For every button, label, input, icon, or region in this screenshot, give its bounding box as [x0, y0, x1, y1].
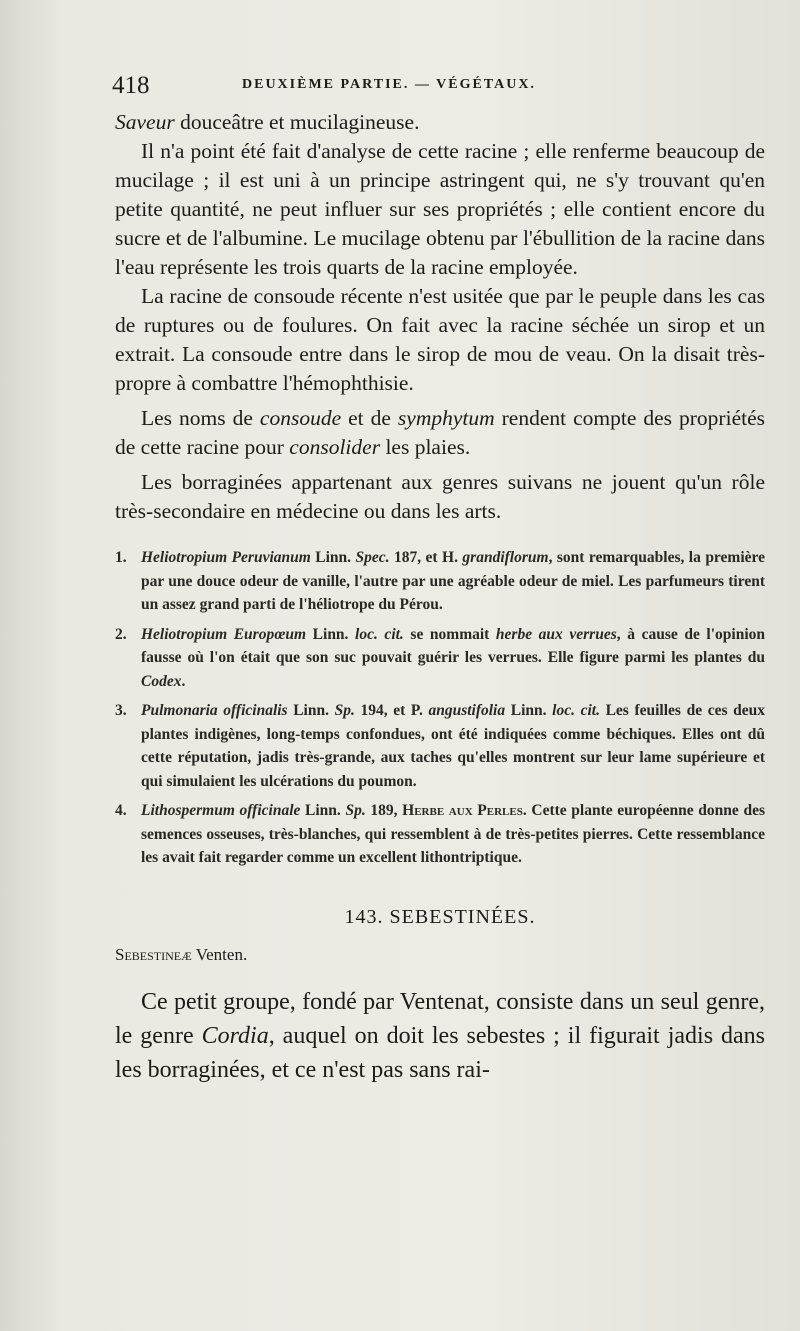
noms-post1: rendent compte des propriétés de cette racine pour [115, 406, 765, 459]
note-ref: Sp. [345, 802, 366, 819]
section-para-genus: Cordia [201, 1022, 269, 1049]
note-text: se nommait [403, 625, 496, 643]
note-4 [115, 799, 765, 870]
note-ref: Sp. [334, 702, 355, 719]
note-text: 187, et H. [389, 549, 463, 566]
notes-list [115, 546, 765, 870]
noms-consoude: consoude [259, 406, 342, 430]
section-subhead [115, 945, 765, 965]
note-text: , à cause de l'opinion fausse où l'on était que son suc pouvait guérir les verrues. Elle figure parmi les plantes du [141, 625, 765, 666]
note-common-name: Herbe aux Perles [402, 802, 523, 819]
note-text: Linn. [310, 549, 356, 566]
note-text: , sont remarquables, la première par une douce odeur de vanille, l'autre par une agréable odeur de miel. Les parfumeurs tirent un assez grand parti de l'héliotrope du Pérou. [141, 549, 765, 613]
note-number: 4. [115, 802, 127, 819]
noms-pre: Les noms de [141, 406, 260, 430]
note-text: Linn. [300, 802, 346, 819]
note-codex: Codex [141, 672, 182, 690]
page-number: 418 [112, 72, 150, 99]
section-paragraph [115, 985, 765, 1087]
note-ref: Spec. [355, 549, 390, 566]
paragraph-usage: La racine de consoude récente n'est usitée que par le peuple dans les cas de ruptures ou de foulures. On fait avec la racine séchée un sirop et un extrait. La consoude entre dans le sirop de mou de veau. On la disait très-propre à combattre l'hémophthisie. [115, 284, 765, 395]
saveur-text: douceâtre et mucilagineuse. [174, 110, 420, 134]
note-text: . Cette plante européenne donne des semences osseuses, très-blanches, qui ressemblent à de très-petites pierres. Cette ressemblance les avait fait regarder comme un excellent lithontriptique. [141, 802, 765, 866]
saveur-label: Saveur [115, 110, 175, 134]
note-1 [115, 546, 765, 617]
paragraph-saveur [115, 108, 765, 137]
note-3 [115, 699, 765, 793]
paragraph-analyse: Il n'a point été fait d'analyse de cette racine ; elle renferme beaucoup de mucilage ; il est uni à un principe astringent qui, ne s'y trouvant qu'en petite quantité, ne peut influer sur ses propriétés ; elle contient encore du sucre et de l'albumine. Le mucilage obtenu par l'ébullition de la racine dans l'eau représente les trois quarts de la racine employée. [115, 139, 765, 279]
noms-consolider: consolider [289, 435, 381, 459]
subhead-author: Venten. [191, 944, 248, 964]
note-text: Linn. [306, 625, 356, 643]
body-text [115, 108, 765, 1087]
note-2 [115, 623, 765, 694]
note-text: 189, [365, 802, 403, 819]
note-number: 2. [115, 625, 127, 643]
note-species: Lithospermum officinale [141, 802, 301, 819]
running-head: DEUXIÈME PARTIE. — VÉGÉTAUX. [242, 77, 536, 92]
section-para-post: , auquel on doit les sebestes ; il figurait jadis dans les borraginées, et ce n'est pas sans rai- [115, 1022, 765, 1083]
page-header [112, 72, 772, 102]
note-species: Heliotropium Europœum [141, 625, 307, 643]
paragraph-borraginees: Les borraginées appartenant aux genres suivans ne jouent qu'un rôle très-secondaire en médecine ou dans les arts. [115, 470, 765, 523]
section-title: 143. SEBESTINÉES. [344, 905, 536, 928]
note-species: Pulmonaria officinalis [141, 702, 288, 719]
noms-post2: les plaies. [380, 435, 471, 459]
paragraph-noms [115, 404, 765, 462]
noms-symphytum: symphytum [397, 406, 495, 430]
note-text: 194, et P. [354, 702, 429, 719]
note-species: angustifolia [428, 702, 506, 719]
section-para-pre: Ce petit groupe, fondé par Ventenat, consiste dans un seul genre, le genre [115, 988, 765, 1049]
note-text: Linn. [505, 702, 553, 719]
note-common-name: herbe aux verrues [495, 625, 617, 643]
note-species: grandiflorum [462, 549, 549, 566]
note-ref: loc. cit. [355, 625, 404, 643]
note-number: 1. [115, 549, 127, 566]
note-ref: loc. cit. [552, 702, 600, 719]
note-number: 3. [115, 702, 127, 719]
note-text: Linn. [287, 702, 335, 719]
note-text: . [181, 672, 186, 690]
note-species: Heliotropium Peruvianum [141, 549, 311, 566]
noms-mid: et de [341, 406, 398, 430]
note-text: Les feuilles de ces deux plantes indigènes, long-temps confondues, ont été indiquées comme béchiques. Elles ont dû cette réputation, jadis très-grande, aux taches qu'elles montrent sur leur lame supérieure et qui simulaient les ulcérations du poumon. [141, 702, 765, 790]
subhead-family: Sebestineæ [115, 944, 192, 964]
